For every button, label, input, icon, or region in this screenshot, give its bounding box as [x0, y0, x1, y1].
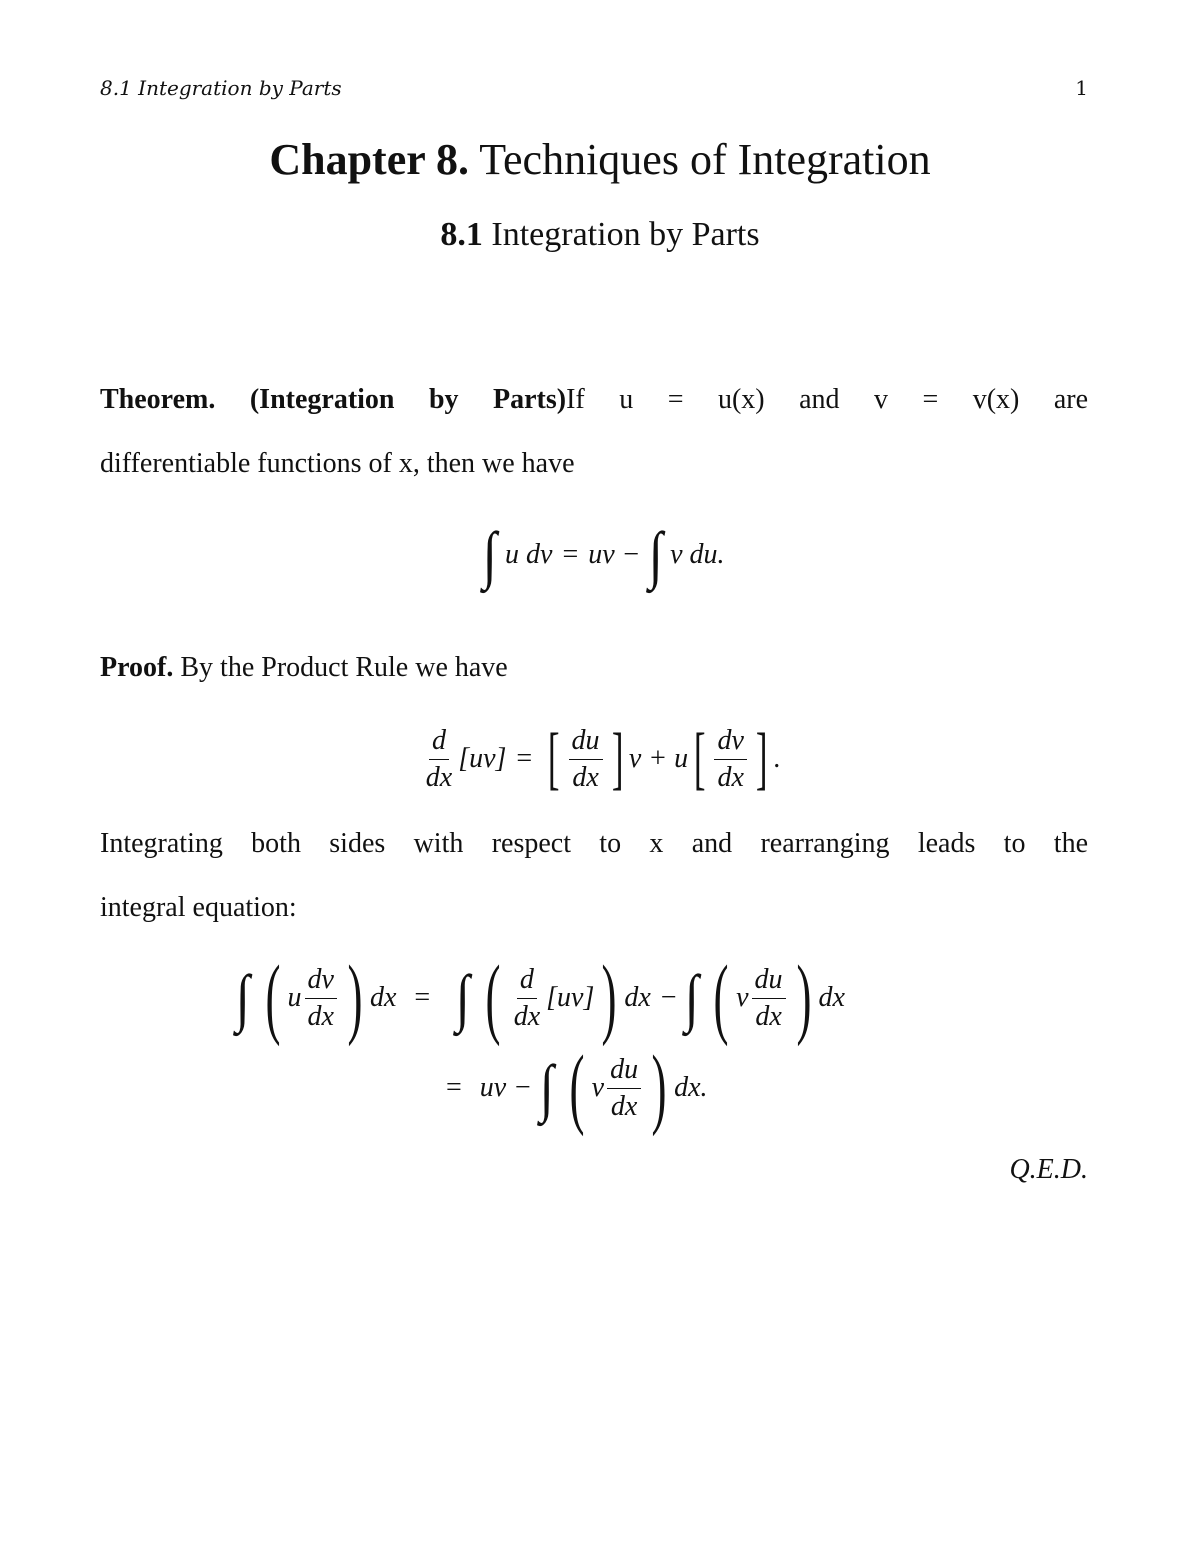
chapter-title	[0, 134, 1200, 185]
running-head	[100, 76, 1088, 100]
theorem-label: Theorem.	[100, 384, 216, 415]
fraction: $\frac{dv}{dx}$	[305, 962, 337, 1035]
eq-rhs-b: v du.	[670, 539, 725, 570]
eq-equals: =	[562, 539, 579, 570]
eq-lhs: u dv	[505, 539, 553, 570]
proof-paragraph-line-1: Integrating both sides with respect to x and rearranging leads to the	[100, 828, 1088, 859]
proof-intro: By the Product Rule we have	[180, 652, 508, 683]
product-rule-equation: $\frac{d}{dx}$ [uv] = [ $\frac{du}{dx}$ ] v + u [ $\frac{dv}{dx}$ ] .	[0, 714, 1200, 804]
integral-sign: ∫	[483, 519, 498, 590]
section-title	[0, 216, 1200, 254]
uv-bracket: [uv]	[458, 743, 507, 774]
theorem-equation	[0, 510, 1200, 600]
chapter-label: Chapter 8.	[269, 135, 469, 184]
period: .	[773, 743, 781, 774]
running-head-title: 8.1 Integration by Parts	[100, 76, 342, 100]
fraction: $\frac{d}{dx}$	[513, 963, 541, 1032]
integral-equation-line-2: = uv − ∫ ( v $\frac{du}{dx}$ ) dx.	[446, 1038, 708, 1137]
proof-intro-line	[100, 636, 1088, 700]
v-plus-u: v + u	[628, 743, 689, 774]
eq-equals: =	[516, 743, 533, 774]
integral-sign: ∫	[648, 519, 663, 590]
fraction: $\frac{du}{dx}$	[607, 1052, 641, 1125]
theorem-name: (Integration by Parts)	[249, 384, 567, 415]
theorem-line-2: differentiable functions of x, then we have	[100, 448, 575, 479]
eq-rhs-a: uv −	[588, 539, 641, 570]
fraction: $\frac{du}{dx}$	[569, 723, 603, 796]
theorem-line-1	[100, 368, 1088, 432]
qed-mark: Q.E.D.	[1009, 1154, 1088, 1185]
page-number: 1	[1075, 76, 1088, 100]
fraction: $\frac{du}{dx}$	[752, 962, 786, 1035]
fraction: $\frac{d}{dx}$	[425, 724, 453, 793]
theorem-line1-rest: If u = u(x) and v = v(x) are	[566, 384, 1089, 415]
proof-label: Proof.	[100, 652, 174, 683]
integral-equation-line-1: ∫ ( u $\frac{dv}{dx}$ ) dx = ∫ ( $\frac{d}{dx}$ [uv] ) dx − ∫ ( v $\frac{du}{dx}$ ) dx	[235, 948, 845, 1047]
fraction: $\frac{dv}{dx}$	[714, 723, 746, 796]
section-name: Integration by Parts	[491, 216, 760, 253]
proof-paragraph-line-2: integral equation:	[100, 892, 297, 923]
chapter-name: Techniques of Integration	[479, 135, 931, 184]
section-number: 8.1	[440, 216, 483, 253]
